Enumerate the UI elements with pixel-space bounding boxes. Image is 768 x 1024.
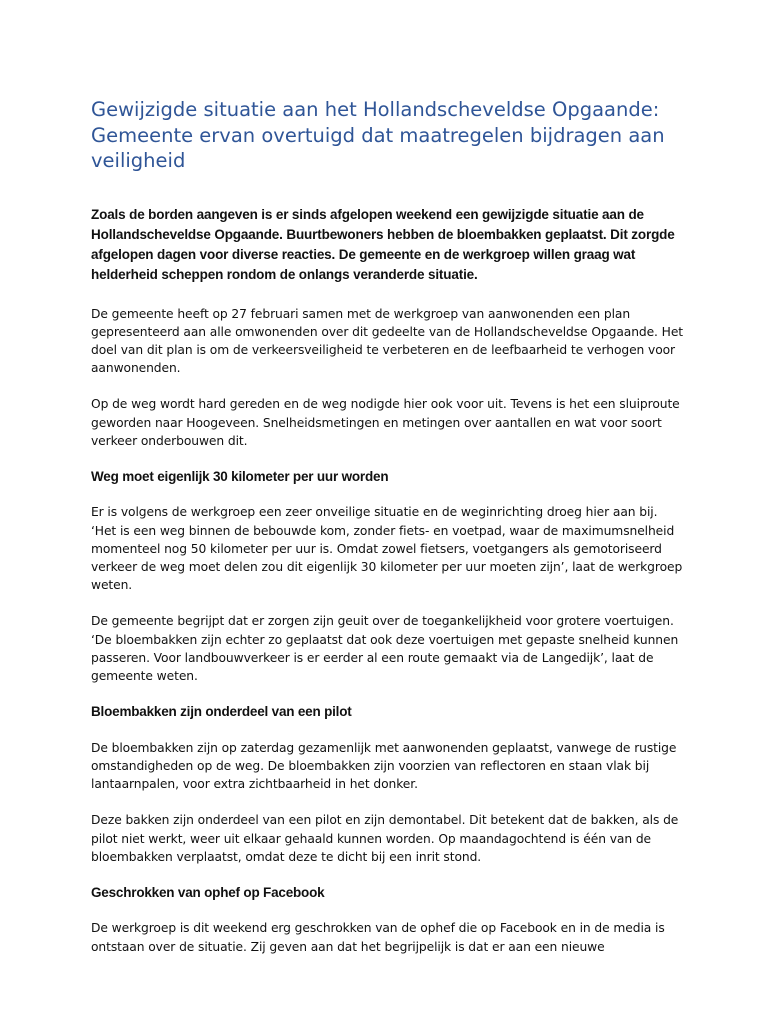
- document-page: [91, 97, 686, 956]
- paragraph-ophef: De werkgroep is dit weekend erg geschrokken van de ophef die op Facebook en in de media is ontstaan over de situatie. Zij geven aan dat het begrijpelijk is dat er aan een nieuwe: [91, 921, 665, 954]
- article-title: Gewijzigde situatie aan het Hollandscheveldse Opgaande: Gemeente ervan overtuigd dat maatregelen bijdragen aan veiligheid: [91, 98, 665, 172]
- article-lead: Zoals de borden aangeven is er sinds afgelopen weekend een gewijzigde situatie aan de Hollandscheveldse Opgaande. Buurtbewoners hebben de bloembakken geplaatst. Dit zorgde afgelopen dagen voor diverse reacties. De gemeente en de werkgroep willen graag wat helderheid scheppen rondom de onlangs veranderde situatie.: [91, 206, 675, 282]
- paragraph-plaatsing: De bloembakken zijn op zaterdag gezamenlijk met aanwonenden geplaatst, vanwege de rustige omstandigheden op de weg. De bloembakken zijn voorzien van reflectoren en staan vlak bij lantaarnpalen, voor extra zichtbaarheid in het donker.: [91, 740, 677, 792]
- subheading-pilot: Bloembakken zijn onderdeel van een pilot: [91, 704, 352, 720]
- paragraph-toegankelijkheid: De gemeente begrijpt dat er zorgen zijn geuit over de toegankelijkheid voor grotere voertuigen. ‘De bloembakken zijn echter zo geplaatst dat ook deze voertuigen met gepaste snelheid kunnen passeren. Voor landbouwverkeer is er eerder al een route gemaakt via de Langedijk’, laat de gemeente weten.: [91, 614, 679, 684]
- paragraph-demontabel: Deze bakken zijn onderdeel van een pilot en zijn demontabel. Dit betekent dat de bakken, als de pilot niet werkt, weer uit elkaar gehaald kunnen worden. Op maandagochtend is één van de bloembakken verplaatst, omdat deze te dicht bij een inrit stond.: [91, 813, 679, 864]
- paragraph-plan: De gemeente heeft op 27 februari samen met de werkgroep van aanwonenden een plan gepresenteerd aan alle omwonenden over dit gedeelte van de Hollandscheveldse Opgaande. Het doel van dit plan is om de verkeersveiligheid te verbeteren en de leefbaarheid te verhogen voor aanwonenden.: [91, 306, 684, 376]
- paragraph-sluiproute: Op de weg wordt hard gereden en de weg nodigde hier ook voor uit. Tevens is het een sluiproute geworden naar Hoogeveen. Snelheidsmetingen en metingen over aantallen en wat voor soort verkeer onderbouwen dit.: [91, 397, 680, 448]
- paragraph-werkgroep: Er is volgens de werkgroep een zeer onveilige situatie en de weginrichting droeg hier aan bij. ‘Het is een weg binnen de bebouwde kom, zonder fiets- en voetpad, waar de maximumsnelheid momenteel nog 50 kilometer per uur is. Omdat zowel fietsers, voetgangers als gemotoriseerd verkeer de weg moet delen zou dit eigenlijk 30 kilometer per uur moeten zijn’, laat de werkgroep weten.: [91, 505, 683, 593]
- subheading-facebook: Geschrokken van ophef op Facebook: [91, 884, 325, 900]
- subheading-30-km: Weg moet eigenlijk 30 kilometer per uur worden: [91, 468, 389, 484]
